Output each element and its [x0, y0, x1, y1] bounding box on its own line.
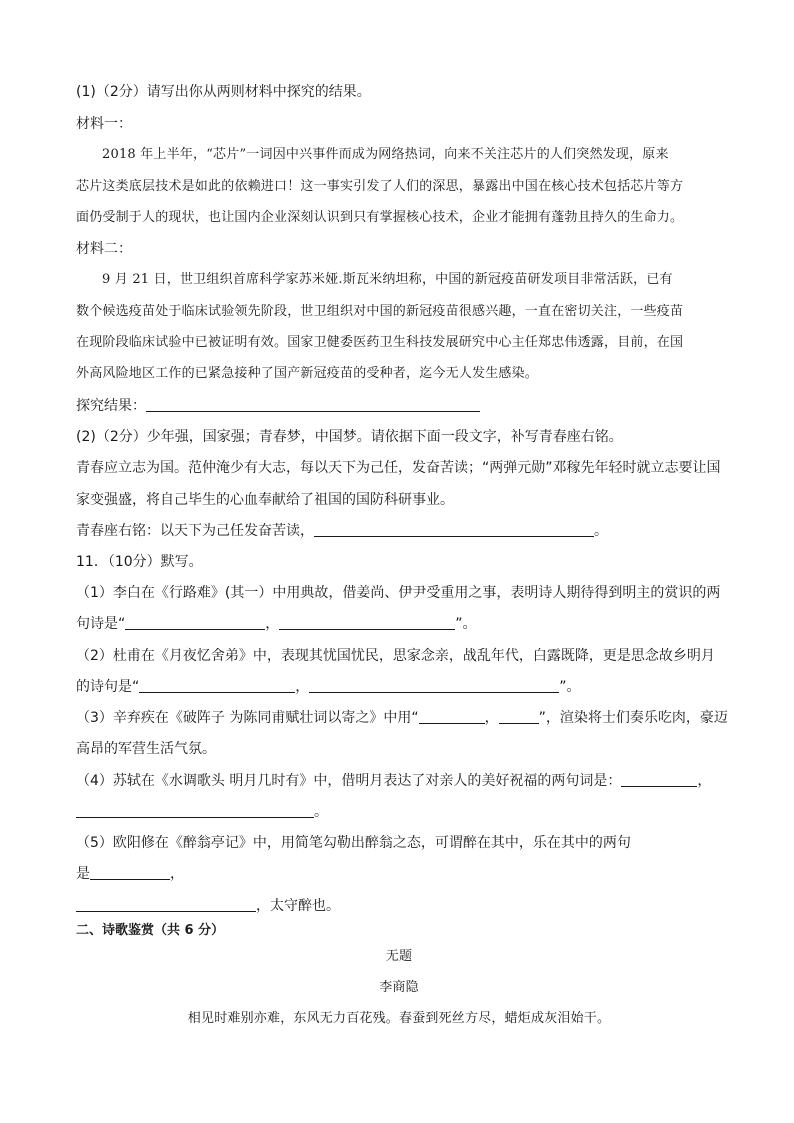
q11-3-blank-2[interactable]: [499, 709, 539, 724]
q11-2-blank-1[interactable]: [139, 678, 295, 693]
q11-1-sep: ，: [265, 616, 280, 632]
q11-4-pre: （4）苏轼在《水调歌头 明月几时有》中，借明月表达了对亲人的美好祝福的两句词是：: [76, 773, 622, 789]
q10-2-passage-line-2: 家变强盛，将自己毕生的心血奉献给了祖国的国防科研事业。: [76, 492, 454, 508]
material1-line-3: 面仍受制于人的现状，也让国内企业深刻认识到只有掌握核心技术，企业才能拥有蓬勃且持久的生命力。: [76, 210, 684, 225]
q11-4-answer-row: [76, 771, 722, 791]
q11-3-pre: （3）辛弃疾在《破阵子 为陈同甫赋壮词以寄之》中用“: [76, 710, 419, 726]
q11-3-sep: ，: [484, 710, 499, 726]
q11-2-post: ”。: [559, 679, 581, 695]
material2-line-2: 数个候选疫苗处于临床试验领先阶段，世卫组织对中国的新冠疫苗很感兴趣，一直在密切关注，一些疫苗: [76, 304, 684, 319]
q11-5-pre: 是: [76, 866, 90, 882]
q10-2-prompt: (2)（2分）少年强，国家强；青春梦，中国梦。请依据下面一段文字，补写青春座右铭。: [76, 429, 623, 445]
material1-line-1: 2018 年上半年，“芯片”一词因中兴事件而成为网络热词，向来不关注芯片的人们突然发现，原来: [102, 147, 669, 162]
q11-2-line-1: （2）杜甫在《月夜忆舍弟》中，表现其忧国忧民，思家念亲，战乱年代，白露既降，更是思念故乡明月: [76, 648, 715, 664]
q11-4-sep: ，: [697, 773, 712, 789]
material2-line-1: 9 月 21 日，世卫组织首席科学家苏米娅.斯瓦米纳坦称，中国的新冠疫苗研发项目非常活跃，已有: [102, 272, 673, 287]
q11-1-pre: 句诗是“: [76, 616, 126, 632]
q11-1-post: ”。: [455, 616, 477, 632]
q11-5-post: ，太守醉也。: [256, 898, 340, 914]
result-row: [76, 396, 722, 416]
q11-4-blank-2[interactable]: [76, 803, 314, 818]
q11-5-line-1: （5）欧阳修在《醉翁亭记》中，用简笔勾勒出醉翁之态，可谓醉在其中，乐在其中的两句: [76, 835, 631, 851]
q11-5-blank-1[interactable]: [90, 865, 170, 880]
q11-4-blank-1[interactable]: [621, 772, 697, 787]
q11-2-sep: ，: [295, 679, 310, 695]
q11-1-blank-1[interactable]: [125, 615, 265, 630]
q11-title: 11．（10分）默写。: [76, 554, 203, 570]
q11-5-answer-row-2: [76, 896, 722, 916]
q10-2-passage-line-1: 青春应立志为国。范仲淹少有大志，每以天下为己任，发奋苦读；“两弹元勋”邓稼先年轻时就立志要让国: [76, 460, 721, 476]
material2-label: 材料二：: [76, 241, 132, 257]
result-answer-blank[interactable]: [146, 397, 480, 412]
q11-3-answer-row: [76, 708, 728, 728]
material2-line-3: 在现阶段临床试验中已被证明有效。国家卫健委医药卫生科技发展研究中心主任郑忠伟透露，目前，在国: [76, 335, 684, 350]
poem-title: 无题: [385, 949, 413, 964]
result-label: 探究结果：: [76, 398, 146, 414]
q11-1-line-1: （1）李白在《行路难》(其一）中用典故，借姜尚、伊尹受重用之事，表明诗人期待得到明主的赏识的两: [76, 585, 721, 601]
q11-1-blank-2[interactable]: [279, 615, 455, 630]
material2-line-4: 外高风险地区工作的已紧急接种了国产新冠疫苗的受种者，迄今无人发生感染。: [76, 366, 539, 381]
q11-5-blank-2[interactable]: [76, 897, 256, 912]
q11-3-post: ”，渲染将士们奏乐吃肉，豪迈: [538, 710, 728, 726]
motto-row: [76, 521, 722, 541]
q11-1-answer-row: [76, 614, 722, 634]
poem-author: 李商隐: [379, 980, 419, 995]
q11-4-answer-row-2: [76, 802, 722, 822]
section2-heading: 二、诗歌鉴赏（共 6 分）: [76, 923, 225, 938]
motto-prefix: 青春座右铭：以天下为己任发奋苦读，: [76, 523, 314, 539]
q11-4-post: 。: [314, 804, 328, 820]
q11-2-blank-2[interactable]: [309, 678, 559, 693]
material1-label: 材料一：: [76, 116, 132, 132]
q11-3-blank-1[interactable]: [419, 709, 485, 724]
poem-line: 相见时难别亦难，东风无力百花残。春蚕到死丝方尽，蜡炬成灰泪始干。: [187, 1011, 611, 1026]
q11-2-pre: 的诗句是“: [76, 679, 140, 695]
q11-2-answer-row: [76, 677, 722, 697]
q11-5-answer-row: [76, 864, 722, 884]
motto-answer-blank[interactable]: [314, 522, 594, 537]
material1-line-2: 芯片这类底层技术是如此的依赖进口！这一事实引发了人们的深思，暴露出中国在核心技术包括芯片等方: [76, 179, 684, 194]
q10-1-prompt: (1)（2分）请写出你从两则材料中探究的结果。: [76, 84, 371, 100]
motto-end: 。: [594, 523, 608, 539]
q11-3-line-2: 高昂的军营生活气氛。: [76, 741, 216, 757]
q11-5-sep: ，: [170, 866, 184, 882]
